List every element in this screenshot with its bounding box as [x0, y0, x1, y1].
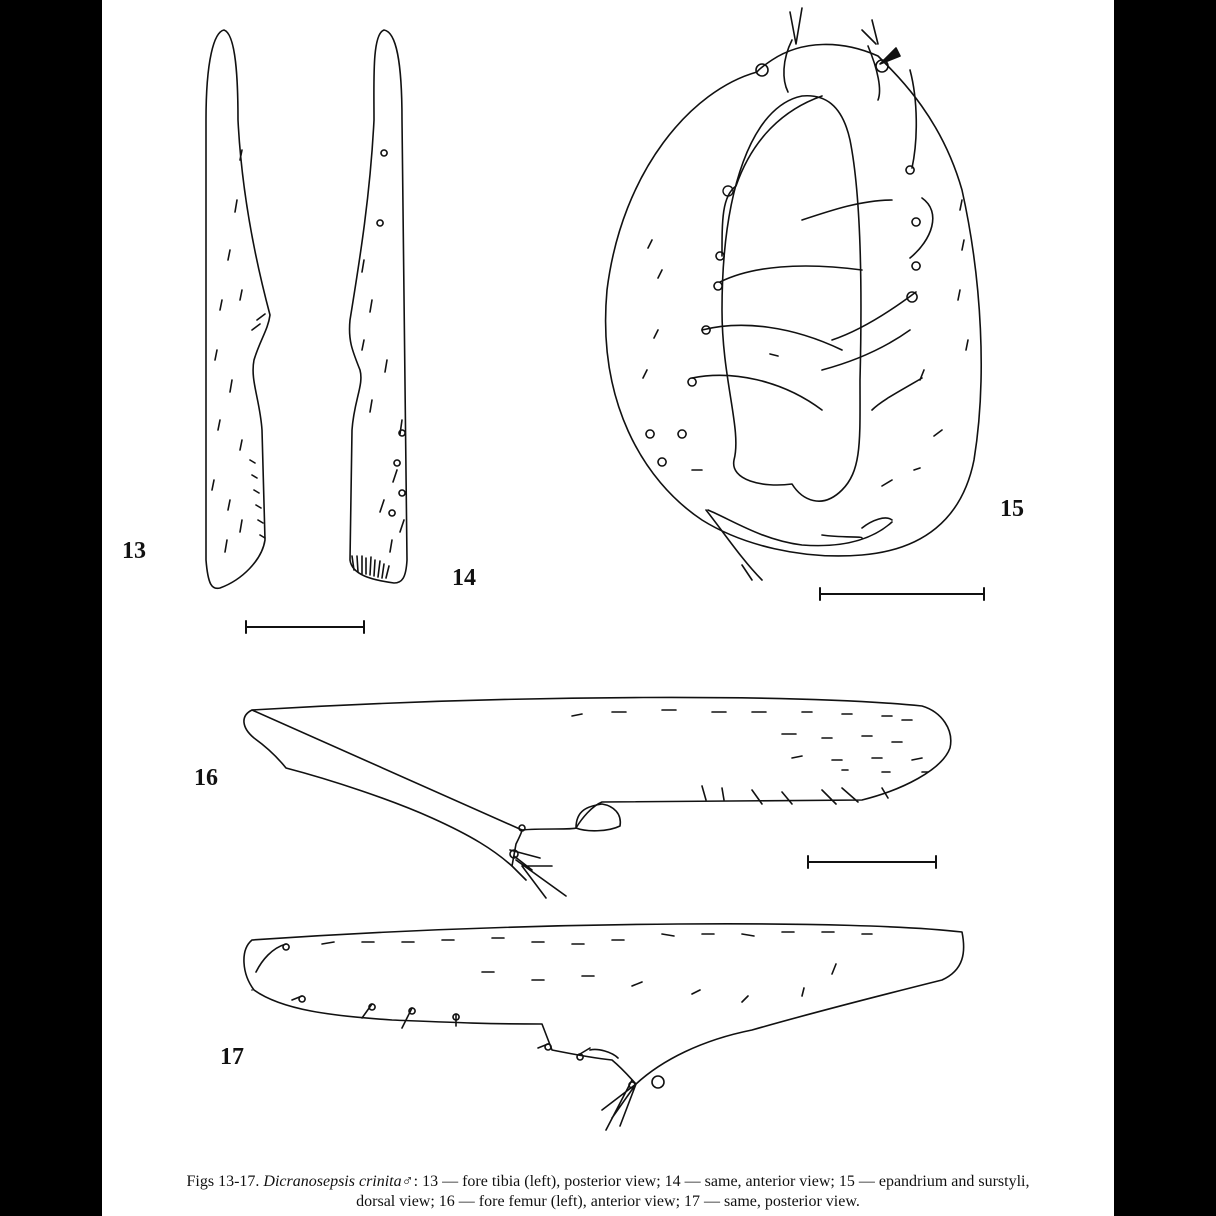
fig15-epandrium-surstyli: [606, 8, 982, 580]
morphology-drawings: [102, 0, 1114, 1216]
fig16-fore-femur-anterior: [244, 697, 951, 898]
figure-plate: [102, 0, 1114, 1216]
caption-prefix: Figs 13-17.: [186, 1173, 260, 1190]
caption-line-1: [102, 1172, 1114, 1192]
figure-label-15: 15: [1000, 496, 1024, 522]
figure-caption: [102, 1172, 1114, 1212]
figure-label-17: 17: [220, 1044, 244, 1070]
figure-label-16: 16: [194, 765, 218, 791]
fig13-fore-tibia-posterior: [206, 30, 270, 588]
caption-line-1-text: : 13 — fore tibia (left), posterior view; 14 — same, anterior view; 15 — epandrium and surstyli,: [413, 1173, 1030, 1190]
fig17-fore-femur-posterior: [244, 924, 964, 1130]
fig14-fore-tibia-anterior: [349, 30, 407, 583]
sex-symbol: ♂: [401, 1173, 414, 1190]
figure-label-14: 14: [452, 565, 476, 591]
species-name: Dicranosepsis crinita: [263, 1173, 402, 1190]
figure-label-13: 13: [122, 538, 146, 564]
caption-line-2: dorsal view; 16 — fore femur (left), anterior view; 17 — same, posterior view.: [356, 1193, 860, 1210]
